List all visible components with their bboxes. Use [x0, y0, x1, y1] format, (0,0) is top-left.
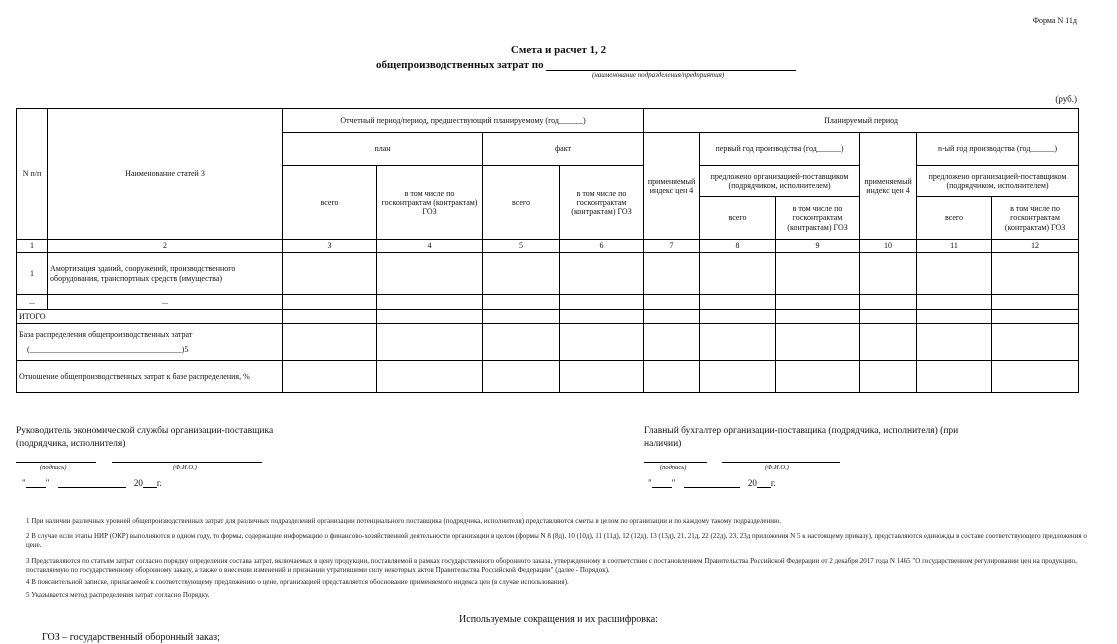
economist-date[interactable]: [22, 478, 162, 488]
table-cell[interactable]: [700, 324, 776, 361]
accountant-date[interactable]: [648, 478, 776, 488]
table-cell[interactable]: [377, 310, 483, 324]
table-cell[interactable]: [700, 295, 776, 310]
row-base-method: (______________________________________)5: [27, 345, 189, 354]
footnote-4: 4 В пояснительной записке, прилагаемой к соответствующему предложению о цене, организацией представляется обоснование применяемого индекса цен (в случае использования).: [26, 578, 569, 586]
date-month-blank: [684, 478, 740, 488]
row-name: ...: [48, 295, 283, 310]
table-cell[interactable]: [992, 310, 1079, 324]
table-cell[interactable]: [560, 324, 644, 361]
table-cell[interactable]: [992, 324, 1079, 361]
table-cell[interactable]: [377, 295, 483, 310]
table-cell[interactable]: [776, 310, 860, 324]
economist-name-line[interactable]: [112, 462, 262, 463]
accountant-name-line[interactable]: [722, 462, 840, 463]
table-cell[interactable]: [560, 310, 644, 324]
col-number: 3: [283, 240, 377, 253]
date-quote-close: ": [45, 478, 50, 488]
page-title: Смета и расчет 1, 2: [510, 44, 607, 56]
page-subtitle: [376, 59, 796, 71]
economist-signature-line[interactable]: [16, 462, 96, 463]
department-blank: [546, 60, 796, 71]
table-cell[interactable]: [560, 253, 644, 295]
abbreviations-title: Используемые сокращения и их расшифровка:: [459, 614, 658, 625]
table-cell[interactable]: [917, 361, 992, 393]
table-cell[interactable]: [644, 324, 700, 361]
table-row: [17, 361, 1079, 393]
date-suffix: г.: [156, 478, 162, 488]
table-row: [17, 310, 1079, 324]
date-year-blank: [143, 478, 157, 488]
table-cell[interactable]: [700, 310, 776, 324]
department-hint: (наименование подразделения/предприятия): [592, 71, 725, 79]
date-day-blank: [26, 478, 46, 488]
table-cell[interactable]: [377, 361, 483, 393]
footnote-1: 1 При наличии различных уровней общепроизводственных затрат для различных подразделений организации потенциального поставщика (подрядчика, исполнителя) представляются сметы в целом по организации и по каждому такому подразделению.: [26, 517, 781, 525]
row-num: 1: [17, 253, 48, 295]
table-cell[interactable]: [483, 361, 560, 393]
date-month-blank: [58, 478, 126, 488]
header-yearn-goz: в том числе по госконтрактам (контрактам) ГОЗ: [992, 197, 1079, 240]
accountant-signature-line[interactable]: [644, 462, 707, 463]
table-cell[interactable]: [917, 253, 992, 295]
footnote-3: 3 Представляются по статьям затрат согласно порядку определения состава затрат, включаемых в цену продукции, поставляемой в рамках государственного оборонного заказа, утвержденному в соответствии с постановлением Правительства Российской Федерации от 2 декабря 2017 года N 1465 "О государственном регулировании цен на продукцию, поставляемую по государственному оборонному заказу, а также о внесении изменений и признании утратившими силу некоторых актов Правительства Российской Федерации" (далее - Порядок).: [26, 557, 1077, 575]
header-plan-total: всего: [283, 166, 377, 240]
table-cell[interactable]: [860, 295, 917, 310]
table-cell[interactable]: [917, 324, 992, 361]
header-yearn-total: всего: [917, 197, 992, 240]
table-cell[interactable]: [560, 361, 644, 393]
accountant-name-hint: (Ф.И.О.): [765, 464, 789, 471]
column-number-row: [17, 240, 1079, 253]
date-day-blank: [652, 478, 672, 488]
table-cell[interactable]: [483, 310, 560, 324]
table-cell[interactable]: [776, 253, 860, 295]
table-cell[interactable]: [483, 253, 560, 295]
table-cell[interactable]: [644, 253, 700, 295]
header-planned-period: Планируемый период: [644, 109, 1079, 133]
row-base: [17, 324, 283, 361]
subtitle-text: общепроизводственных затрат по: [376, 59, 544, 71]
col-number: 7: [644, 240, 700, 253]
date-year: 20: [133, 478, 143, 488]
header-index-1: применяемый индекс цен 4: [644, 133, 700, 240]
col-number: 9: [776, 240, 860, 253]
table-cell[interactable]: [860, 361, 917, 393]
table-cell[interactable]: [644, 310, 700, 324]
table-cell[interactable]: [992, 295, 1079, 310]
header-name: Наименование статей 3: [48, 109, 283, 240]
accountant-sign-hint: (подпись): [660, 464, 687, 471]
economist-sign-hint: (подпись): [40, 464, 67, 471]
header-year1-total: всего: [700, 197, 776, 240]
table-cell[interactable]: [917, 310, 992, 324]
table-cell[interactable]: [700, 253, 776, 295]
col-number: 1: [17, 240, 48, 253]
table-cell[interactable]: [700, 361, 776, 393]
col-number: 2: [48, 240, 283, 253]
date-quote-open: ": [22, 478, 26, 488]
table-cell[interactable]: [283, 310, 377, 324]
table-row: [17, 295, 1079, 310]
header-plan-goz: в том числе по госконтрактам (контрактам) ГОЗ: [377, 166, 483, 240]
table-cell[interactable]: [644, 361, 700, 393]
col-number: 10: [860, 240, 917, 253]
table-cell[interactable]: [377, 324, 483, 361]
header-index-2: применяемый индекс цен 4: [860, 133, 917, 240]
table-cell[interactable]: [483, 324, 560, 361]
header-year1-proposed: предложено организацией-поставщиком (подрядчиком, исполнителем): [700, 166, 860, 197]
abbreviation-goz: ГОЗ – государственный оборонный заказ;: [42, 632, 220, 643]
row-num: ...: [17, 295, 48, 310]
table-cell[interactable]: [917, 295, 992, 310]
date-year: 20: [747, 478, 757, 488]
table-cell[interactable]: [992, 361, 1079, 393]
table-cell[interactable]: [992, 253, 1079, 295]
table-cell[interactable]: [283, 295, 377, 310]
header-report-period: Отчетный период/период, предшествующий планируемому (год______): [283, 109, 644, 133]
col-number: 8: [700, 240, 776, 253]
header-fact: факт: [483, 133, 644, 166]
date-suffix: г.: [770, 478, 776, 488]
date-year-blank: [757, 478, 771, 488]
col-number: 6: [560, 240, 644, 253]
table-row: [17, 253, 1079, 295]
col-number: 11: [917, 240, 992, 253]
header-year1: первый год производства (год______): [700, 133, 860, 166]
table-cell[interactable]: [860, 310, 917, 324]
col-number: 5: [483, 240, 560, 253]
header-plan: план: [283, 133, 483, 166]
table-cell[interactable]: [776, 361, 860, 393]
estimate-table: [16, 108, 1079, 393]
header-yearn-proposed: предложено организацией-поставщиком (подрядчиком, исполнителем): [917, 166, 1079, 197]
table-cell[interactable]: [283, 324, 377, 361]
row-name: Амортизация зданий, сооружений, производственного оборудования, транспортных средств (имущества): [48, 253, 283, 295]
table-cell[interactable]: [776, 324, 860, 361]
header-year1-goz: в том числе по госконтрактам (контрактам) ГОЗ: [776, 197, 860, 240]
form-number: Форма N 11д: [1032, 16, 1077, 25]
table-cell[interactable]: [283, 361, 377, 393]
table-cell[interactable]: [860, 253, 917, 295]
header-fact-total: всего: [483, 166, 560, 240]
header-fact-goz: в том числе по госконтрактам (контрактам) ГОЗ: [560, 166, 644, 240]
header-yearn: n-ый год производства (год______): [917, 133, 1079, 166]
table-cell[interactable]: [860, 324, 917, 361]
table-cell[interactable]: [560, 295, 644, 310]
footnote-2: 2 В случае если этапы НИР (ОКР) выполняются в одном году, то формы, содержащие информацию о финансово-хозяйственной деятельности организации в целом (формы N 8 (8д), 10 (10д), 11 (11д), 12 (12д), 13 (13д), 21, 21д, 22 (22д), 23, 23д приложения N 5 к настоящему приказу), представляются единожды в составе соответствующего предложения о цене.: [26, 532, 1087, 550]
date-quote-open: ": [648, 478, 652, 488]
table-cell[interactable]: [377, 253, 483, 295]
table-cell[interactable]: [776, 295, 860, 310]
economist-name-hint: (Ф.И.О.): [173, 464, 197, 471]
currency-label: (руб.): [1055, 94, 1077, 104]
col-number: 12: [992, 240, 1079, 253]
accountant-title: Главный бухгалтер организации-поставщика (подрядчика, исполнителя) (при наличии): [644, 426, 959, 449]
row-ratio: Отношение общепроизводственных затрат к базе распределения, %: [17, 361, 283, 393]
header-num: N п/п: [17, 109, 48, 240]
footnote-5: 5 Указывается метод распределения затрат согласно Порядку.: [26, 591, 210, 599]
table-row: [17, 324, 1079, 361]
table-cell[interactable]: [644, 295, 700, 310]
table-cell[interactable]: [283, 253, 377, 295]
row-total: ИТОГО: [17, 310, 283, 324]
row-base-label: База распределения общепроизводственных затрат: [19, 329, 193, 339]
economist-title: Руководитель экономической службы организации-поставщика (подрядчика, исполнителя): [16, 426, 274, 449]
col-number: 4: [377, 240, 483, 253]
date-quote-close: ": [671, 478, 676, 488]
table-cell[interactable]: [483, 295, 560, 310]
